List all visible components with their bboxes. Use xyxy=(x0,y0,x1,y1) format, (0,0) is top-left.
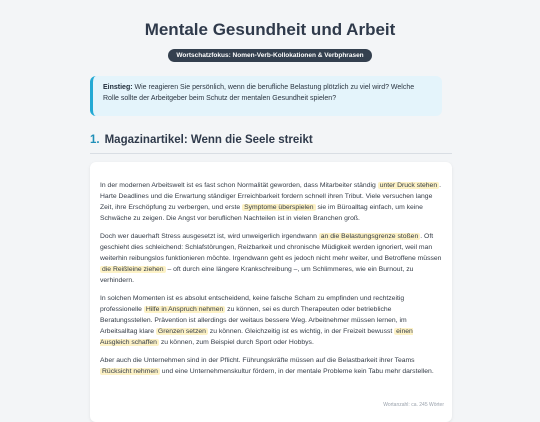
p3-text-b: zu können, sei es durch Therapeuten oder betriebliche Beratungsstellen. Prävention ist allerdings der weitaus bessere Weg. Arbeitnehmer müssen lernen, im Arbeitsalltag klare xyxy=(100,306,407,335)
subtitle-container xyxy=(0,44,540,62)
intro-label: Einstieg: xyxy=(103,84,133,91)
p4-text-a: Aber auch die Unternehmen sind in der Pflicht. Führungskräfte müssen auf die Belastbarkeit ihrer Teams xyxy=(100,357,415,364)
collocation-highlight: Grenzen setzen xyxy=(157,328,206,335)
intro-box xyxy=(90,76,442,116)
word-count: Wortanzahl: ca. 245 Wörter xyxy=(383,402,444,408)
section-title: Magazinartikel: Wenn die Seele streikt xyxy=(104,134,313,146)
p3-text-d: zu können, zum Beispiel durch Sport oder Hobbys. xyxy=(158,339,314,346)
p3-text-c: zu können. Gleichzeitig ist es wichtig, in der Freizeit bewusst xyxy=(207,328,395,335)
article-paragraph-1 xyxy=(100,180,442,224)
intro-text: Wie reagieren Sie persönlich, wenn die berufliche Belastung plötzlich zu viel wird? Welche Rolle sollte der Arbeitgeber beim Schutz der mentalen Gesundheit spielen? xyxy=(103,84,415,102)
p3-text-a: In solchen Momenten ist es absolut entscheidend, keine falsche Scham zu empfinden und rechtzeitig professionelle xyxy=(100,295,405,313)
p1-text-a: In der modernen Arbeitswelt ist es fast schon Normalität geworden, dass Mitarbeiter ständig xyxy=(100,182,378,189)
p2-text-a: Doch wer dauerhaft Stress ausgesetzt ist, wird unweigerlich irgendwann xyxy=(100,233,319,240)
collocation-highlight: Rücksicht nehmen xyxy=(102,368,158,375)
section-heading xyxy=(90,134,450,146)
collocation-highlight: die Reißleine ziehen xyxy=(102,266,164,273)
article-paragraph-2 xyxy=(100,231,442,286)
collocation-highlight: einen Ausgleich schaffen xyxy=(100,328,413,346)
page-title: Mentale Gesundheit und Arbeit xyxy=(144,20,396,39)
p1-text-b: . Harte Deadlines und die Erwartung ständiger Erreichbarkeit fordern schnell ihren Tribut. Viele versuchen lange Zeit, ihre Erschöpfung zu verbergen, und erste xyxy=(100,182,442,211)
section-number: 1. xyxy=(90,134,100,146)
p2-text-b: . Oft geschieht dies schleichend: Schlafstörungen, Reizbarkeit und chronische Müdigkeit werden ignoriert, weil man weiterhin reibungslos funktionieren möchte. Irgendwann geht es jedoch nicht mehr weiter, und Betroffene müssen xyxy=(100,233,442,262)
article-card xyxy=(90,162,452,422)
section-divider xyxy=(90,153,452,154)
collocation-highlight: an die Belastungsgrenze stoßen xyxy=(320,233,419,240)
article-paragraph-3 xyxy=(100,293,442,348)
subtitle-badge: Wortschatzfokus: Nomen-Verb-Kollokationen & Verbphrasen xyxy=(168,49,371,62)
collocation-highlight: unter Druck stehen xyxy=(379,182,438,189)
collocation-highlight: Symptome überspielen xyxy=(244,204,314,211)
p4-text-b: und eine Unternehmenskultur fördern, in der mentale Probleme kein Tabu mehr darstellen. xyxy=(159,368,434,375)
article-paragraph-4 xyxy=(100,355,442,377)
collocation-highlight: Hilfe in Anspruch nehmen xyxy=(145,306,224,313)
p1-text-c: sie im Büroalltag einfach, um keine Schwäche zu zeigen. Die Angst vor beruflichen Nachteilen ist in vielen Branchen groß. xyxy=(100,204,423,222)
p2-text-c: – oft durch eine längere Krankschreibung –, um Schlimmeres, wie ein Burnout, zu verhindern. xyxy=(100,266,414,284)
